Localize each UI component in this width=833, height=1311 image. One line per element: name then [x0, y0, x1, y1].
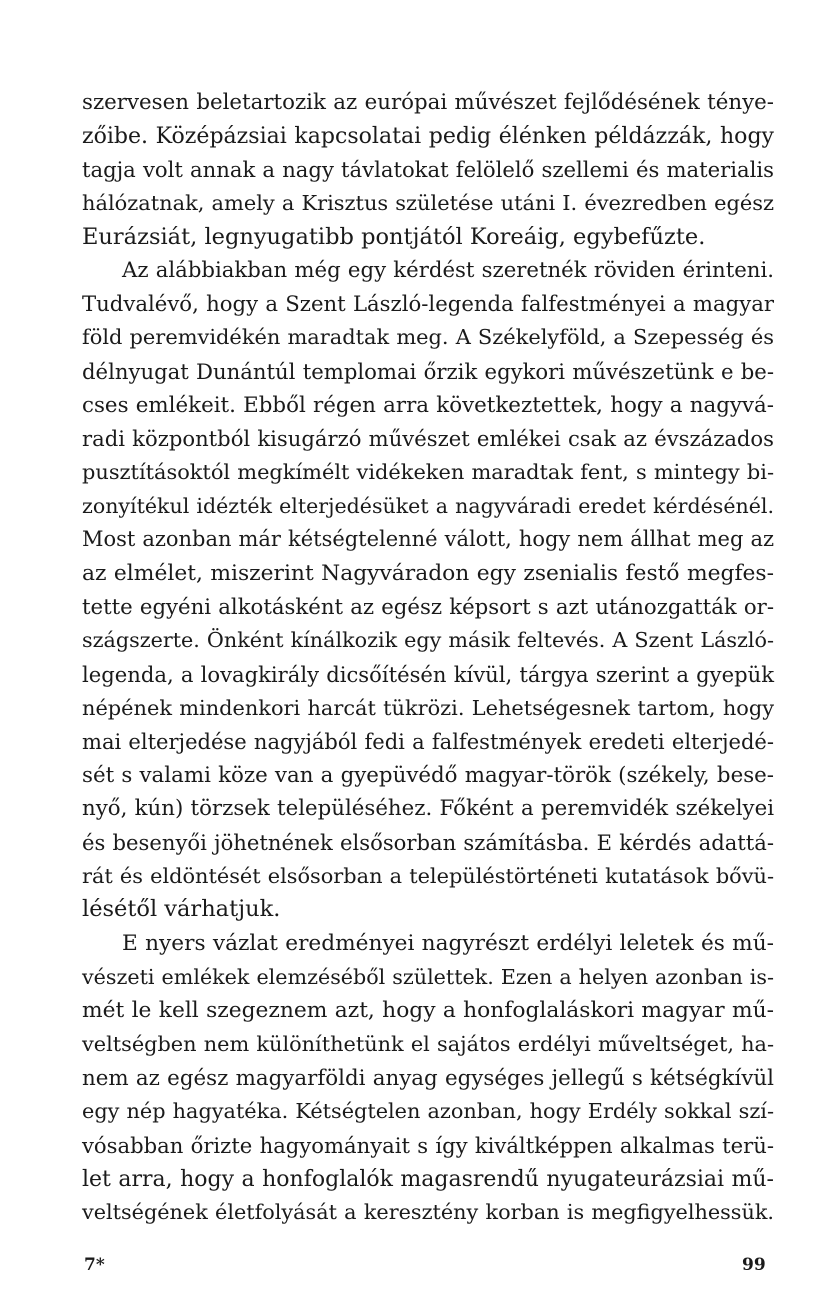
text-line: veltségének életfolyását a keresztény korban is megfigyelhessük. — [82, 1200, 774, 1225]
text-line: Eurázsiát, legnyugatibb pontjától Koreáig, egybefűzte. — [82, 223, 706, 250]
text-line: föld peremvidékén maradtak meg. A Székelyföld, a Szepesség és — [82, 325, 774, 350]
text-line: szervesen beletartozik az európai művészet fejlődésének ténye- — [82, 90, 774, 115]
text-line: Most azonban már kétségtelenné válott, hogy nem állhat meg az — [82, 527, 774, 552]
text-line: nem az egész magyarföldi anyag egységes jellegű s kétségkívül — [82, 1065, 774, 1091]
text-line: vósabban őrizte hagyományait s így kiváltképpen alkalmas terü- — [82, 1132, 774, 1158]
text-line: rát és eldöntését elsősorban a településtörténeti kutatások bővü- — [82, 863, 774, 888]
text-line: E nyers vázlat eredményei nagyrészt erdélyi leletek és mű- — [122, 931, 774, 957]
text-line: veltségben nem különíthetünk el sajátos erdélyi műveltséget, ha- — [82, 1031, 774, 1056]
text-line: tagja volt annak a nagy távlatokat felölelő szellemi és materialis — [82, 157, 774, 183]
text-line: hálózatnak, amely a Krisztus születése utáni I. évezredben egész — [82, 190, 774, 215]
text-line: vészeti emlékek elemzéséből születtek. Ezen a helyen azonban is- — [82, 964, 774, 989]
text-line: mai elterjedése nagyjából fedi a falfestmények eredeti elterjedé- — [82, 729, 774, 755]
text-line: Az alábbiakban még egy kérdést szeretnék röviden érinteni. — [122, 258, 774, 284]
page-number: 99 — [742, 1255, 766, 1275]
text-line: zonyítékul idézték elterjedésüket a nagyváradi eredet kérdésénél. — [82, 493, 774, 518]
signature-mark: 7* — [84, 1255, 105, 1275]
text-line: népének mindenkori harcát tükrözi. Lehetségesnek tartom, hogy — [82, 695, 774, 720]
text-line: pusztításoktól megkímélt vidékeken maradtak fent, s mintegy bi- — [82, 460, 774, 485]
text-line: zőibe. Középázsiai kapcsolatai pedig élénken példázzák, hogy — [82, 123, 774, 149]
text-line: radi központból kisugárzó művészet emlékei csak az évszázados — [82, 426, 774, 452]
text-line: szágszerte. Önként kínálkozik egy másik feltevés. A Szent László- — [82, 628, 774, 653]
text-line: délnyugat Dunántúl templomai őrzik egykori művészetünk e be- — [82, 359, 774, 385]
text-line: egy nép hagyatéka. Kétségtelen azonban, hogy Erdély sokkal szí- — [82, 1099, 774, 1124]
text-line: Tudvalévő, hogy a Szent László-legenda falfestményei a magyar — [82, 291, 774, 317]
text-line: let arra, hogy a honfoglalók magasrendű nyugateurázsiai mű- — [82, 1166, 774, 1192]
text-line: tette egyéni alkotásként az egész képsort s azt utánozgatták or- — [82, 594, 774, 620]
text-line: cses emlékeit. Ebből régen arra következtettek, hogy a nagyvá- — [82, 392, 774, 418]
text-line: mét le kell szegeznem azt, hogy a honfoglaláskori magyar mű- — [82, 998, 774, 1024]
text-line: és besenyői jöhetnének elsősorban számításba. E kérdés adattá- — [82, 830, 774, 856]
text-line: az elmélet, miszerint Nagyváradon egy zsenialis festő megfes- — [82, 560, 774, 586]
text-line: nyő, kún) törzsek településéhez. Főként a peremvidék székelyei — [82, 796, 774, 822]
text-line: legenda, a lovagkirály dicsőítésén kívül, tárgya szerint a gyepük — [82, 661, 774, 687]
text-line: lésétől várhatjuk. — [82, 896, 281, 923]
body-text — [82, 86, 774, 1230]
text-line: sét s valami köze van a gyepüvédő magyar-török (székely, bese- — [82, 762, 774, 788]
